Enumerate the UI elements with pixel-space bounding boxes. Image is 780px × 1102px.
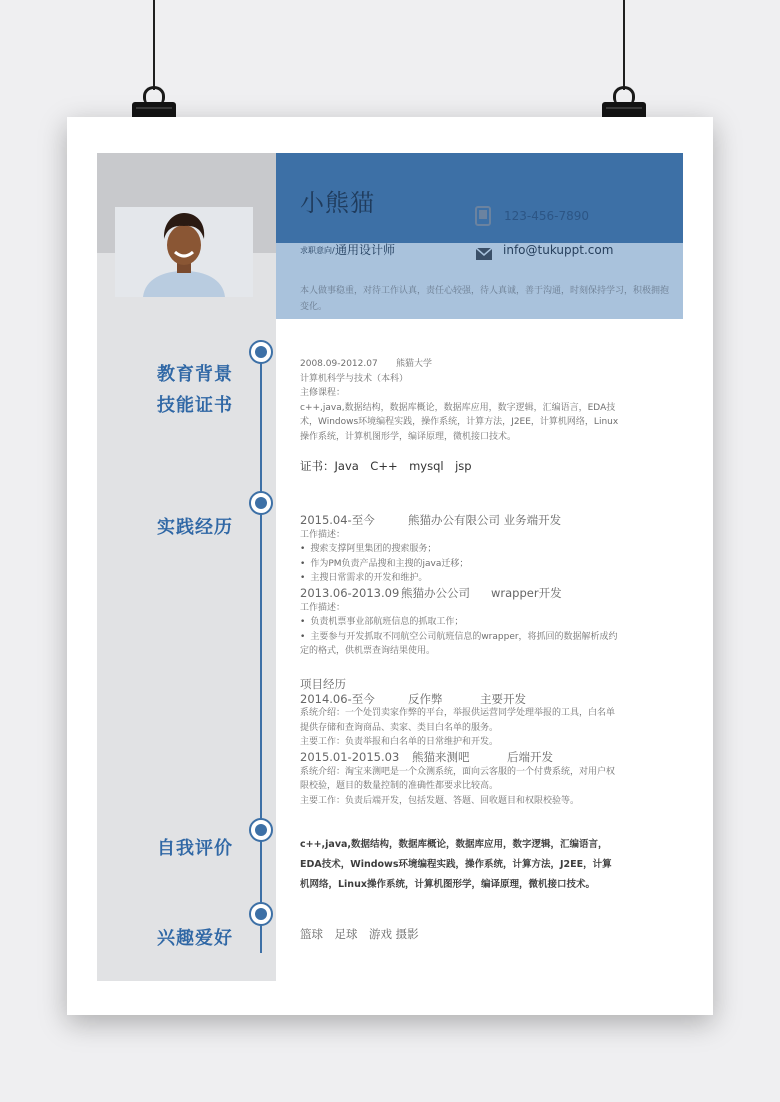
work-item: • 搜索支撑阿里集团的搜索服务；: [300, 542, 620, 557]
project-name-1: 反作弊: [408, 691, 443, 706]
work-desc-label-2: 工作描述：: [300, 602, 346, 613]
education-school: 熊猫大学: [396, 359, 433, 369]
project-intro-1: 系统介绍：一个处罚卖家作弊的平台，举报供运营同学处理举报的工具，白名单提供存储和查询商品、卖家、类目白名单的服务。: [300, 708, 616, 733]
project-work-1: 主要工作：负责举报和白名单的日常维护和开发。: [300, 737, 499, 748]
work-item: • 主要参与开发抓取不同航空公司航班信息的wrapper，将抓回的数据解析成约定的格式，供机票查询结果使用。: [300, 630, 620, 659]
section-title-skills: 技能证书: [157, 395, 233, 416]
project-role-1: 主要开发: [480, 691, 526, 706]
project-role-2: 后端开发: [507, 749, 553, 764]
work-period-2: 2013.06-2013.09: [300, 585, 400, 600]
timeline-dot-self-eval: [249, 818, 273, 842]
timeline-dot-practice: [249, 491, 273, 515]
certificates: 证书：Java C++ mysql jsp: [300, 459, 472, 473]
resume-paper: [67, 117, 713, 1015]
work-company-2: 熊猫办公公司: [401, 585, 470, 600]
profile-photo: [115, 207, 253, 297]
work-block: [300, 513, 620, 659]
phone-number: 123-456-7890: [504, 209, 590, 223]
education-major: 计算机科学与技术（本科）: [300, 373, 409, 384]
education-block: [300, 357, 620, 445]
work-item: • 负责机票事业部航班信息的抓取工作；: [300, 615, 620, 630]
courses-list: c++,java,数据结构，数据库概论，数据库应用，数字逻辑，汇编语言，EDA技术，Windows环境编程实践，操作系统，计算方法，J2EE，计算机网络，Linux操作系统，计算机图形学，编译原理，微机接口技术。: [300, 402, 619, 442]
project-period-2: 2015.01-2015.03: [300, 749, 400, 764]
section-title-education: 教育背景: [157, 364, 233, 385]
project-intro-2: 系统介绍：淘宝来测吧是一个众测系统，面向云客服的一个付费系统，对用户权限校验，题目的数量控制的准确性都要求比较高。: [300, 766, 616, 792]
project-name-2: 熊猫来测吧: [412, 749, 470, 764]
hanging-wire-right: [623, 0, 625, 90]
section-title-self-eval: 自我评价: [157, 838, 233, 859]
work-item: • 作为PM负责产品搜和主搜的java迁移；: [300, 557, 620, 572]
project-work-2: 主要工作：负责后端开发，包括发题、答题、回收题目和权限校验等。: [300, 795, 580, 806]
phone-icon: [475, 206, 491, 226]
work-company-1: 熊猫办公有限公司 业务端开发: [408, 513, 562, 527]
section-title-hobby: 兴趣爱好: [157, 928, 233, 949]
hobby-text: 篮球 足球 游戏 摄影: [300, 927, 419, 941]
hanging-wire-left: [153, 0, 155, 90]
education-period: 2008.09-2012.07: [300, 359, 378, 369]
project-period-1: 2014.06-至今: [300, 691, 375, 706]
intent-value: 通用设计师: [335, 243, 396, 257]
email-address: info@tukuppt.com: [503, 243, 614, 257]
intent-label: 求职意向/: [300, 246, 335, 255]
courses-label: 主修课程：: [300, 388, 346, 399]
self-eval-text: c++,java,数据结构，数据库概论，数据库应用，数字逻辑，汇编语言，EDA技术，Windows环境编程实践，操作系统，计算方法，J2EE，计算机网络，Linux操作系统，计算机图形学，编译原理，微机接口技术。: [300, 839, 612, 890]
timeline-dot-education: [249, 340, 273, 364]
work-desc-label-1: 工作描述：: [300, 529, 346, 540]
section-title-practice: 实践经历: [157, 517, 233, 538]
timeline-line: [260, 349, 262, 953]
work-period-1: 2015.04-至今: [300, 513, 375, 527]
summary-text: 本人做事稳重，对待工作认真，责任心较强，待人真诚，善于沟通，时刻保持学习，积极拥抱变化。: [300, 286, 670, 312]
mail-icon: [475, 246, 493, 260]
candidate-name: 小熊猫: [300, 189, 375, 217]
timeline-dot-hobby: [249, 902, 273, 926]
project-block: [300, 677, 620, 808]
project-label: 项目经历: [300, 677, 346, 691]
work-item: • 主搜日常需求的开发和维护。: [300, 571, 620, 586]
work-role-2: wrapper开发: [491, 585, 562, 600]
